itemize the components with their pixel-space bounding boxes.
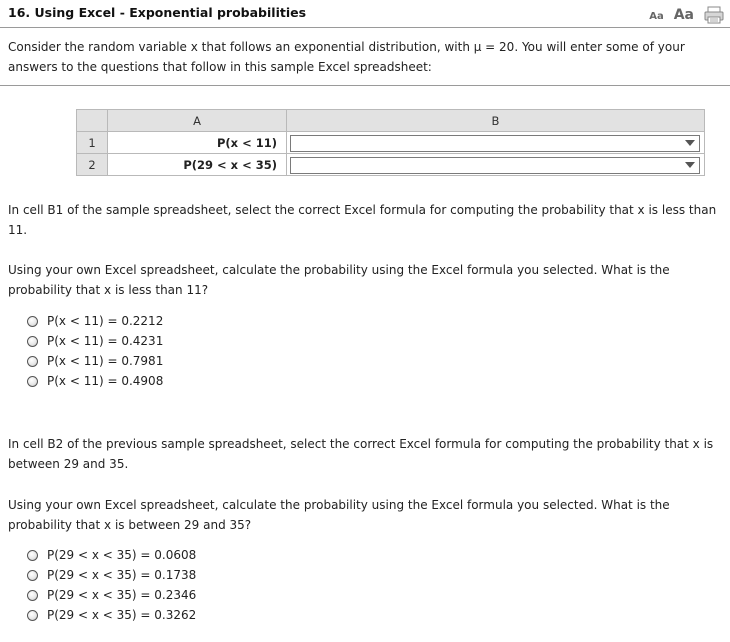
radio-button[interactable] [27, 610, 38, 621]
answer-option[interactable] [27, 585, 196, 605]
part2-options [27, 545, 196, 625]
cell-a1: P(x < 11) [108, 132, 287, 154]
instruction-line: 11. [8, 223, 28, 237]
toolbar [649, 4, 724, 24]
instruction-line: In cell B1 of the sample spreadsheet, select the correct Excel formula for computing the probability that x is less than [8, 203, 717, 217]
option-label: P(x < 11) = 0.4908 [47, 374, 164, 388]
question-title: 16. Using Excel - Exponential probabilities [8, 5, 307, 20]
column-header-row [77, 110, 705, 132]
option-label: P(x < 11) = 0.2212 [47, 314, 164, 328]
answer-option[interactable] [27, 565, 196, 585]
dropdown-arrow-icon[interactable] [685, 140, 695, 146]
question-header [8, 4, 724, 26]
intro-line: Consider the random variable x that follows an exponential distribution, with μ = 20. You will enter some of your [8, 40, 685, 54]
question-line: probability that x is between 29 and 35? [8, 518, 252, 532]
print-icon[interactable] [704, 6, 724, 24]
option-label: P(x < 11) = 0.4231 [47, 334, 164, 348]
part2-instruction [8, 434, 726, 474]
cell-b2 [287, 154, 705, 176]
part2-question [8, 495, 726, 535]
cell-a2: P(29 < x < 35) [108, 154, 287, 176]
radio-button[interactable] [27, 570, 38, 581]
option-label: P(29 < x < 35) = 0.0608 [47, 548, 197, 562]
radio-button[interactable] [27, 590, 38, 601]
formula-dropdown-b2[interactable] [290, 157, 700, 174]
answer-option[interactable] [27, 351, 163, 371]
formula-dropdown-b1[interactable] [290, 135, 700, 152]
option-label: P(x < 11) = 0.7981 [47, 354, 164, 368]
radio-button[interactable] [27, 316, 38, 327]
option-label: P(29 < x < 35) = 0.1738 [47, 568, 197, 582]
column-header-b: B [287, 110, 705, 132]
intro-line: answers to the questions that follow in this sample Excel spreadsheet: [8, 60, 432, 74]
row-number: 1 [77, 132, 108, 154]
decrease-font-button[interactable]: Aa [649, 11, 664, 22]
answer-option[interactable] [27, 331, 163, 351]
part1-question [8, 260, 726, 300]
header-divider [0, 27, 730, 28]
part1-instruction [8, 200, 726, 240]
answer-option[interactable] [27, 545, 196, 565]
part1-options [27, 311, 163, 391]
spreadsheet-row-2 [77, 154, 705, 176]
radio-button[interactable] [27, 376, 38, 387]
column-header-a: A [108, 110, 287, 132]
instruction-line: between 29 and 35. [8, 457, 129, 471]
radio-button[interactable] [27, 550, 38, 561]
cell-b1 [287, 132, 705, 154]
increase-font-button[interactable]: Aa [673, 7, 694, 23]
dropdown-arrow-icon[interactable] [685, 162, 695, 168]
option-label: P(29 < x < 35) = 0.3262 [47, 608, 197, 622]
question-line: Using your own Excel spreadsheet, calculate the probability using the Excel formula you selected. What is the [8, 498, 670, 512]
answer-option[interactable] [27, 371, 163, 391]
spreadsheet-row-1 [77, 132, 705, 154]
row-number: 2 [77, 154, 108, 176]
radio-button[interactable] [27, 336, 38, 347]
corner-cell [77, 110, 108, 132]
answer-option[interactable] [27, 605, 196, 625]
question-line: probability that x is less than 11? [8, 283, 209, 297]
intro-divider [0, 85, 730, 86]
radio-button[interactable] [27, 356, 38, 367]
sample-spreadsheet [76, 109, 705, 176]
question-line: Using your own Excel spreadsheet, calculate the probability using the Excel formula you selected. What is the [8, 263, 670, 277]
intro-text [8, 37, 726, 77]
option-label: P(29 < x < 35) = 0.2346 [47, 588, 197, 602]
instruction-line: In cell B2 of the previous sample spreadsheet, select the correct Excel formula for computing the probability that x is [8, 437, 714, 451]
answer-option[interactable] [27, 311, 163, 331]
